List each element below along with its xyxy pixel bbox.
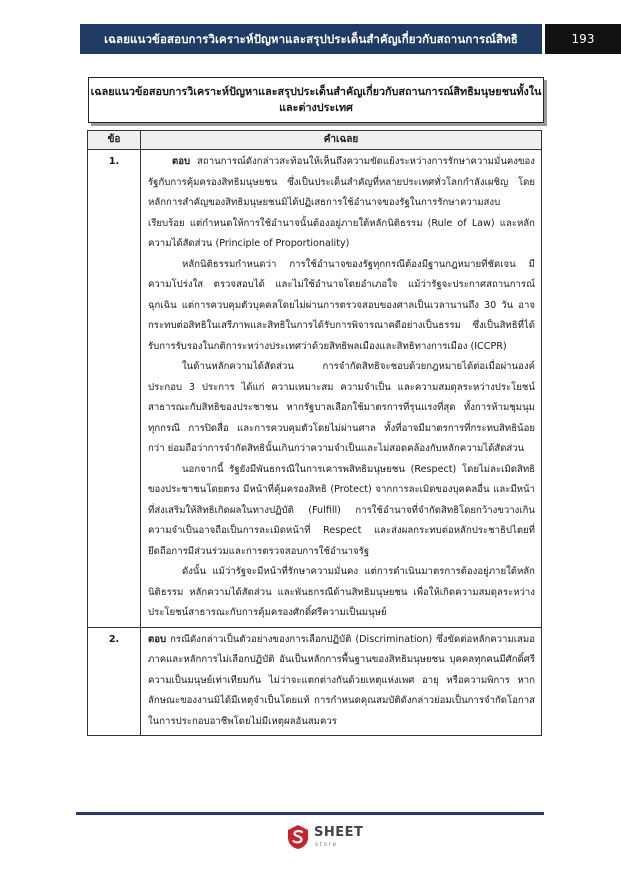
column-header-number: ข้อ: [88, 131, 141, 150]
running-header-title: เฉลยแนวข้อสอบการวิเคราะห์ปัญหาและสรุปประเด็นสำคัญเกี่ยวกับสถานการณ์สิทธิ: [104, 32, 518, 46]
table-row: [88, 627, 542, 736]
answer-table: [87, 130, 542, 736]
answer-text: สถานการณ์ดังกล่าวสะท้อนให้เห็นถึงความขัดแย้งระหว่างการรักษาความมั่นคงของรัฐกับการคุ้มครองสิทธิมนุษยชน ซึ่งเป็นประเด็นสำคัญที่หลายประเทศทั่วโลกกำลังเผชิญ โดยหลักการสำคัญของสิทธิมนุษยชนมิได้ปฏิเสธการใช้อำนาจของรัฐในการรักษาความสงบเรียบร้อย แต่กำหนดให้การใช้อำนาจนั้นต้องอยู่ภายใต้หลักนิติธรรม (Rule of Law) และหลักความได้สัดส่วน (Principle of Proportionality): [148, 156, 535, 249]
footer-rule: [76, 812, 544, 815]
section-title-line-1: เฉลยแนวข้อสอบการวิเคราะห์ปัญหาและสรุปประเด็นสำคัญเกี่ยวกับสถานการณ์สิทธิมนุษยชนทั้งใน: [90, 85, 542, 98]
section-title: [89, 84, 543, 116]
column-header-answer: คำเฉลย: [141, 131, 542, 150]
page-number: 193: [545, 24, 621, 54]
brand-logo: [286, 822, 376, 852]
section-title-box: [88, 77, 544, 123]
answer-label: ตอบ: [172, 156, 191, 167]
table-header-row: [88, 131, 542, 150]
row-number: 1.: [88, 150, 141, 628]
answer-paragraph: [148, 152, 535, 255]
section-title-line-2: และต่างประเทศ: [279, 101, 353, 114]
row-number: 2.: [88, 627, 141, 736]
header-bar: [80, 24, 542, 54]
answer-cell: [141, 627, 542, 736]
answer-paragraph: ดังนั้น แม้ว่ารัฐจะมีหน้าที่รักษาความมั่นคง แต่การดำเนินมาตรการต้องอยู่ภายใต้หลักนิติธรรม หลักความได้สัดส่วน และพันธกรณีด้านสิทธิมนุษยชน เพื่อให้เกิดความสมดุลระหว่างประโยชน์สาธารณะกับการคุ้มครองศักดิ์ศรีความเป็นมนุษย์: [148, 566, 535, 618]
answer-paragraph: [148, 630, 535, 733]
logo-subtext: store: [315, 841, 338, 848]
answer-cell: [141, 150, 542, 628]
sheet-store-logo-icon: [286, 824, 310, 850]
answer-label: ตอบ: [148, 633, 167, 645]
answer-text: กรณีดังกล่าวเป็นตัวอย่างของการเลือกปฏิบัติ (Discrimination) ซึ่งขัดต่อหลักความเสมอภาคและหลักการไม่เลือกปฏิบัติ อันเป็นหลักการพื้นฐานของสิทธิมนุษยชน บุคคลทุกคนมีศักดิ์ศรีความเป็นมนุษย์เท่าเทียมกัน ไม่ว่าจะแตกต่างกันด้วยเหตุแห่งเพศ อายุ หรือความพิการ หากลักษณะของงานมิได้มีเหตุจำเป็นโดยแท้ การกำหนดคุณสมบัติดังกล่าวย่อมเป็นการจำกัดโอกาสในการประกอบอาชีพโดยไม่มีเหตุผลอันสมควร: [148, 633, 535, 727]
answer-paragraph: ในด้านหลักความได้สัดส่วน การจำกัดสิทธิจะชอบด้วยกฎหมายได้ต่อเมื่อผ่านองค์ประกอบ 3 ประการ ได้แก่ ความเหมาะสม ความจำเป็น และความสมดุลระหว่างประโยชน์สาธารณะกับสิทธิของประชาชน หากรัฐบาลเลือกใช้มาตรการที่รุนแรงที่สุด ทั้งการห้ามชุมนุมทุกกรณี การปิดสื่อ และการควบคุมตัวโดยไม่ผ่านศาล ทั้งที่อาจมีมาตรการที่กระทบสิทธิน้อยกว่า ย่อมถือว่าการจำกัดสิทธินั้นเกินกว่าความจำเป็นและไม่สอดคล้องกับหลักความได้สัดส่วน: [148, 361, 535, 454]
answer-paragraph: นอกจากนี้ รัฐยังมีพันธกรณีในการเคารพสิทธิมนุษยชน (Respect) โดยไม่ละเมิดสิทธิของประชาชนโดยตรง มีหน้าที่คุ้มครองสิทธิ (Protect) จากการละเมิดของบุคคลอื่น และมีหน้าที่ส่งเสริมให้สิทธิเกิดผลในทางปฏิบัติ (Fulfill) การใช้อำนาจที่จำกัดสิทธิโดยกว้างขวางเกินความจำเป็นอาจถือเป็นการละเมิดหน้าที่ Respect และส่งผลกระทบต่อหลักประชาธิปไตยที่ยึดถือการมีส่วนร่วมและการตรวจสอบการใช้อำนาจรัฐ: [148, 463, 535, 557]
table-row: [88, 150, 542, 628]
answer-paragraph: หลักนิติธรรมกำหนดว่า การใช้อำนาจของรัฐทุกกรณีต้องมีฐานกฎหมายที่ชัดเจน มีความโปร่งใส ตรวจสอบได้ และไม่ใช้อำนาจโดยอำเภอใจ แม้ว่ารัฐจะประกาศสถานการณ์ฉุกเฉิน แต่การควบคุมตัวบุคคลโดยไม่ผ่านการตรวจสอบของศาลเป็นเวลานานถึง 30 วัน อาจกระทบต่อสิทธิในเสรีภาพและสิทธิในการได้รับการพิจารณาคดีอย่างเป็นธรรม ซึ่งเป็นสิทธิที่ได้รับการรับรองในกติการะหว่างประเทศว่าด้วยสิทธิพลเมืองและสิทธิทางการเมือง (ICCPR): [148, 258, 535, 352]
logo-wordmark: SHEET: [314, 825, 364, 840]
